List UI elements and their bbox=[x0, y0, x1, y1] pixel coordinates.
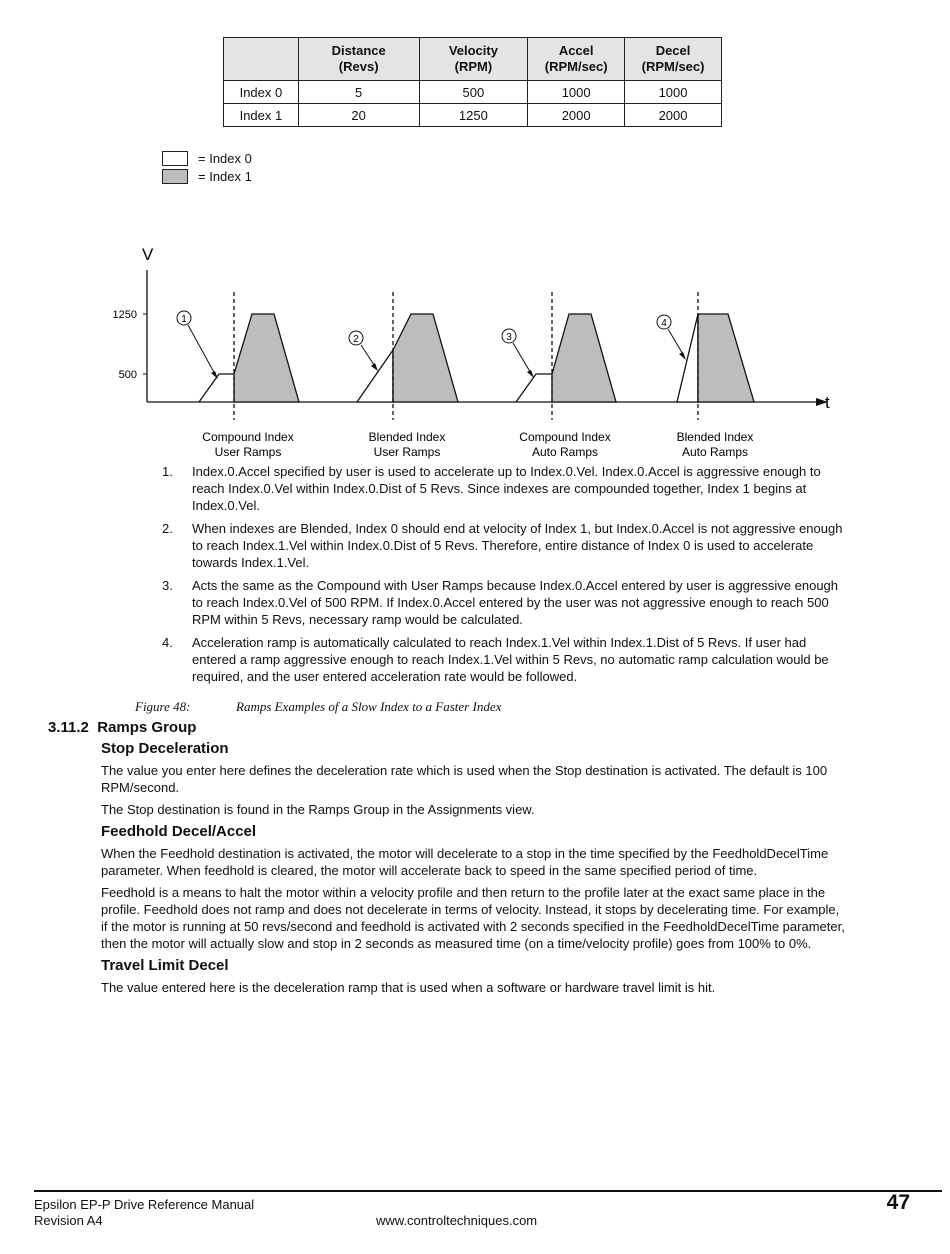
section-title: Ramps Group bbox=[97, 719, 197, 736]
profile-caption: Auto Ramps bbox=[681, 445, 749, 459]
subsection-title: Stop Deceleration bbox=[101, 740, 229, 757]
note-number: 3. bbox=[162, 578, 173, 593]
table-cell: 1000 bbox=[528, 81, 625, 104]
profile-caption: Blended Index bbox=[368, 430, 446, 444]
marker-label: 3 bbox=[506, 332, 512, 343]
index-1-profile bbox=[234, 314, 299, 402]
subsection-title: Feedhold Decel/Accel bbox=[101, 823, 257, 840]
tick-label-1250: 1250 bbox=[112, 309, 137, 321]
note-text: Acceleration ramp is automatically calculated to reach Index.1.Vel within Index.1.Dist of 5 Revs. If user had entered a ramp aggressive enough to reach Index.1.Vel within 5 Revs, no automatic ramp calculation would be required, and the user entered acceleration rate would be followed. bbox=[192, 635, 829, 684]
profile-caption: Compound Index bbox=[202, 430, 294, 444]
figure-caption bbox=[135, 699, 190, 715]
footer-website: www.controltechniques.com bbox=[376, 1213, 538, 1228]
note-item bbox=[162, 577, 847, 628]
marker-label: 1 bbox=[181, 314, 187, 325]
index-1-profile bbox=[393, 314, 458, 402]
profile-caption: Blended Index bbox=[676, 430, 754, 444]
x-axis-label: t bbox=[825, 393, 830, 412]
table-cell: 5 bbox=[298, 81, 419, 104]
legend-label: = Index 0 bbox=[198, 150, 252, 166]
paragraph: When the Feedhold destination is activated, the motor will decelerate to a stop in the time specified by the FeedholdDecelTime parameter. When feedhold is cleared, the motor will accelerate back to speed in the same specified period of time. bbox=[101, 846, 829, 878]
note-number: 4. bbox=[162, 635, 173, 650]
figure-label: Figure 48: bbox=[135, 699, 191, 714]
note-item bbox=[162, 463, 847, 514]
note-number: 2. bbox=[162, 521, 173, 536]
table-row bbox=[224, 104, 722, 127]
index-0-profile bbox=[199, 374, 234, 402]
profile-caption: User Ramps bbox=[373, 445, 441, 459]
note-number: 1. bbox=[162, 464, 173, 479]
table-header-cell: Distance (Revs) bbox=[298, 38, 419, 81]
table-cell: 1250 bbox=[419, 104, 528, 127]
subsection-title: Travel Limit Decel bbox=[101, 957, 229, 974]
arrowhead-icon bbox=[211, 371, 218, 379]
table-cell: Index 0 bbox=[224, 81, 299, 104]
marker-pointer bbox=[513, 343, 532, 375]
footer-manual-title: Epsilon EP-P Drive Reference Manual bbox=[34, 1197, 255, 1212]
table-header-cell bbox=[224, 38, 299, 81]
table-cell: Index 1 bbox=[224, 104, 299, 127]
table-header-cell: Accel (RPM/sec) bbox=[528, 38, 625, 81]
table-header-cell: Decel (RPM/sec) bbox=[625, 38, 722, 81]
page-number: 47 bbox=[886, 1191, 910, 1214]
arrowhead-icon bbox=[371, 363, 378, 371]
figure-title: Ramps Examples of a Slow Index to a Faster Index bbox=[236, 699, 502, 714]
paragraph: The value entered here is the deceleration ramp that is used when a software or hardware travel limit is hit. bbox=[101, 980, 716, 995]
velocity-profile-diagram bbox=[0, 230, 950, 465]
paragraph: The Stop destination is found in the Ramps Group in the Assignments view. bbox=[101, 802, 535, 817]
table-header-cell: Velocity (RPM) bbox=[419, 38, 528, 81]
note-text: Acts the same as the Compound with User Ramps because Index.0.Accel entered by user is aggressive enough to reach Index.0.Vel of 500 RPM. If Index.0.Accel entered by the user was not aggressive enough to reach 500 RPM within 5 Revs, necessary ramp would be calculated. bbox=[192, 578, 839, 627]
footer-rule bbox=[34, 1190, 942, 1192]
note-text: When indexes are Blended, Index 0 should end at velocity of Index 1, but Index.0.Accel is not aggressive enough to reach Index.1.Vel within Index.0.Dist of 5 Revs. Therefore, entire distance of Index 0 is used to accelerate towards Index.1.Vel. bbox=[192, 521, 843, 570]
table-cell: 2000 bbox=[528, 104, 625, 127]
note-text: Index.0.Accel specified by user is used to accelerate up to Index.0.Vel. Index.0.Accel is aggressive enough to reach Index.0.Vel within Index.0.Dist of 5 Revs. Since indexes are compounded together, Index 1 begins at Index.0.Vel. bbox=[192, 464, 821, 513]
profile-caption: Auto Ramps bbox=[531, 445, 599, 459]
paragraph: Feedhold is a means to halt the motor within a velocity profile and then return to the profile later at the exact same place in the profile. Feedhold does not ramp and does not decelerate in terms of velocity. Instead, it stops by decelerating time. For example, if the motor is running at 50 revs/second and feedhold is activated with 2 seconds specified in the FeedholdDecelTime parameter, then the motor will actually slow and stop in 2 seconds as measured time (on a time/velocity profile) goes from 100% to 0%. bbox=[101, 885, 845, 951]
table-cell: 500 bbox=[419, 81, 528, 104]
legend bbox=[162, 149, 252, 185]
note-item bbox=[162, 520, 847, 571]
legend-label: = Index 1 bbox=[198, 168, 252, 184]
section-body bbox=[101, 740, 847, 996]
table-header-row bbox=[224, 38, 722, 81]
footer-revision: Revision A4 bbox=[34, 1213, 103, 1228]
index-0-profile bbox=[516, 374, 552, 402]
index-parameters-table bbox=[223, 37, 722, 127]
table-cell: 20 bbox=[298, 104, 419, 127]
legend-swatch-gray bbox=[162, 169, 188, 184]
marker-label: 4 bbox=[661, 318, 667, 329]
arrowhead-icon bbox=[679, 352, 686, 360]
y-axis-label: V bbox=[142, 245, 154, 264]
table-cell: 2000 bbox=[625, 104, 722, 127]
index-0-profile bbox=[677, 314, 698, 402]
arrowhead-icon bbox=[527, 370, 534, 378]
marker-pointer bbox=[188, 325, 216, 376]
index-1-profile bbox=[552, 314, 616, 402]
paragraph: The value you enter here defines the deceleration rate which is used when the Stop destination is activated. The default is 100 RPM/second. bbox=[101, 763, 828, 795]
legend-item-index-1 bbox=[162, 167, 252, 185]
table-row bbox=[224, 81, 722, 104]
marker-label: 2 bbox=[353, 334, 359, 345]
marker-pointer bbox=[668, 329, 684, 356]
table-cell: 1000 bbox=[625, 81, 722, 104]
note-item bbox=[162, 634, 847, 685]
section-number: 3.11.2 bbox=[48, 719, 89, 736]
profile-caption: User Ramps bbox=[214, 445, 282, 459]
index-0-profile bbox=[357, 350, 393, 402]
figure-notes bbox=[162, 463, 847, 691]
index-1-profile bbox=[698, 314, 754, 402]
profile-caption: Compound Index bbox=[519, 430, 611, 444]
section-heading bbox=[48, 719, 196, 736]
legend-swatch-white bbox=[162, 151, 188, 166]
legend-item-index-0 bbox=[162, 149, 252, 167]
tick-label-500: 500 bbox=[118, 369, 137, 381]
